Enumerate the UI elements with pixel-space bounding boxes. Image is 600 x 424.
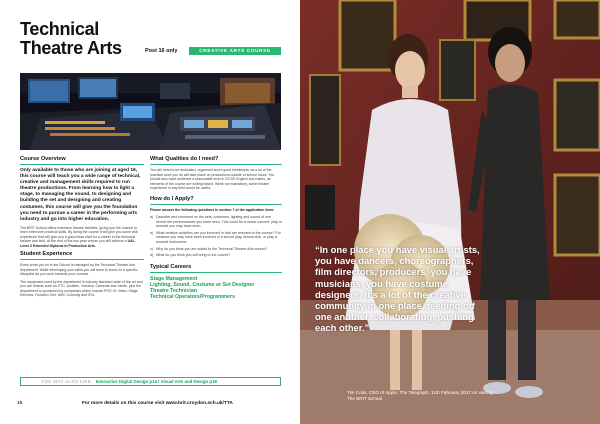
you-may-also-like-links[interactable]: Interactive Digital Design p14 / Visual Arts and Design p18: [95, 379, 217, 384]
gallery-students-photo: [300, 0, 600, 424]
left-column: [20, 156, 144, 298]
course-overview-text: The BRIT School offers extensive theatre facilities, giving you the chance to learn extensive practical skills. By doing the course it will give you some real experience that will give you a good head start for a career in the technical theatre arts field. At the end of the two year course you will achieve a: [20, 225, 138, 244]
apply-item-key: c): [150, 246, 153, 251]
page-number: 16: [17, 401, 23, 406]
career-item: Lighting, Sound, Costume or Set Designer: [150, 281, 255, 288]
you-may-also-like-label: YOU MAY ALSO LIKE:: [41, 379, 93, 384]
pull-quote: “In one place you have visual artists, you have dancers, choreographers, film directors, producers, you have musicians, you have costume designers. It’s a lot of the creative community in one place, feeding off one another, collaborating, pushing each other.”: [315, 244, 480, 334]
course-qualification: UAL Level 3 Extended Diploma in Production Arts.: [20, 239, 135, 248]
apply-item-text: Describe and comment on the sets, costumes, lighting and sound of one recent live performances you have seen. This could be a music concert, play or musical you may have seen.: [156, 215, 282, 229]
apply-lead: Please answer the following questions in section 7 of the application form:: [150, 207, 275, 212]
page-title: Technical Theatre Arts: [20, 19, 122, 58]
quote-credit: Tim Cook, CEO of Apple, The Telegraph, 11th February 2017 on visiting The BRIT School: [347, 390, 493, 401]
course-overview-heading: Course Overview: [20, 156, 144, 165]
apply-item-key: a): [150, 215, 154, 219]
student-experience-p1: Every show put on in the School is managed by the Technical Theatre Arts department. While developing your skills you will learn to focus on a specific discipline as you work towards your courses.: [20, 263, 138, 277]
qualities-body: You will need to be dedicated, organised and a good timekeeper as a lot of the practical work you do will take place on productions outside of school hours. You should also have achieved a reasonable level in GCSE English and maths, as elements of the course are writing based. While not mandatory, some theatre experience in any field would be useful.: [150, 168, 275, 190]
course-overview-body: [20, 226, 144, 249]
apply-heading: How do I Apply?: [150, 196, 282, 205]
apply-item: [150, 215, 282, 229]
student-experience-p2: The equipment used by the department is industry standard state of the art and you use brands such as ETC, Avolites, Yamaha, Cameras and Jands, plus the department is sponsored by companies which include PRG XL Video, Stage Electrics, Funktion One, AMC Connolly and ESL.: [20, 279, 143, 298]
apply-item: [150, 247, 282, 252]
careers-heading: Typical Careers: [150, 264, 282, 273]
right-column: [150, 156, 282, 300]
career-item: Stage Management: [150, 275, 198, 282]
qualities-heading: What Qualities do I need?: [150, 156, 282, 165]
student-experience-heading: Student Experience: [20, 251, 144, 260]
apply-item-text: What do you think you will bring to the course?: [156, 253, 231, 258]
post16-label: Post 16 only: [145, 48, 178, 54]
apply-item-text: Why do you think you are suited to the Technical Theatre Arts course?: [156, 246, 268, 251]
career-item: Technical Operators/Programmers: [150, 293, 235, 300]
section-badge: CREATIVE ARTS COURSE: [189, 47, 281, 55]
control-desk-illustration: [20, 73, 281, 150]
right-page-photo: [300, 0, 600, 424]
control-desk-photo: [20, 73, 281, 150]
course-overview-lead: Only available to those who are joining at aged 16, this course will teach you a wide range of technical, creative and management skills required to run theatre productions. From learning how to light a stage, to managing the sound, to designing and building the set and designing and creating costumes, this course will give you the foundation you need to pursue a career in the performing arts industry and go into higher education.: [20, 168, 141, 222]
apply-item: [150, 231, 282, 245]
apply-item: [150, 253, 282, 258]
career-item: Theatre Technician: [150, 287, 197, 294]
you-may-also-like-bar: [20, 377, 281, 386]
apply-item-text: What creative activities are you involved in that are relevant to the course? For instance you may have been involved in a school play, drama club, or play a musical instrument.: [156, 230, 281, 244]
apply-item-key: d): [150, 253, 154, 258]
footer-url-text[interactable]: For more details on this course visit www.brit.croydon.sch.uk/TTA: [82, 401, 233, 406]
apply-item-key: b): [150, 230, 154, 235]
